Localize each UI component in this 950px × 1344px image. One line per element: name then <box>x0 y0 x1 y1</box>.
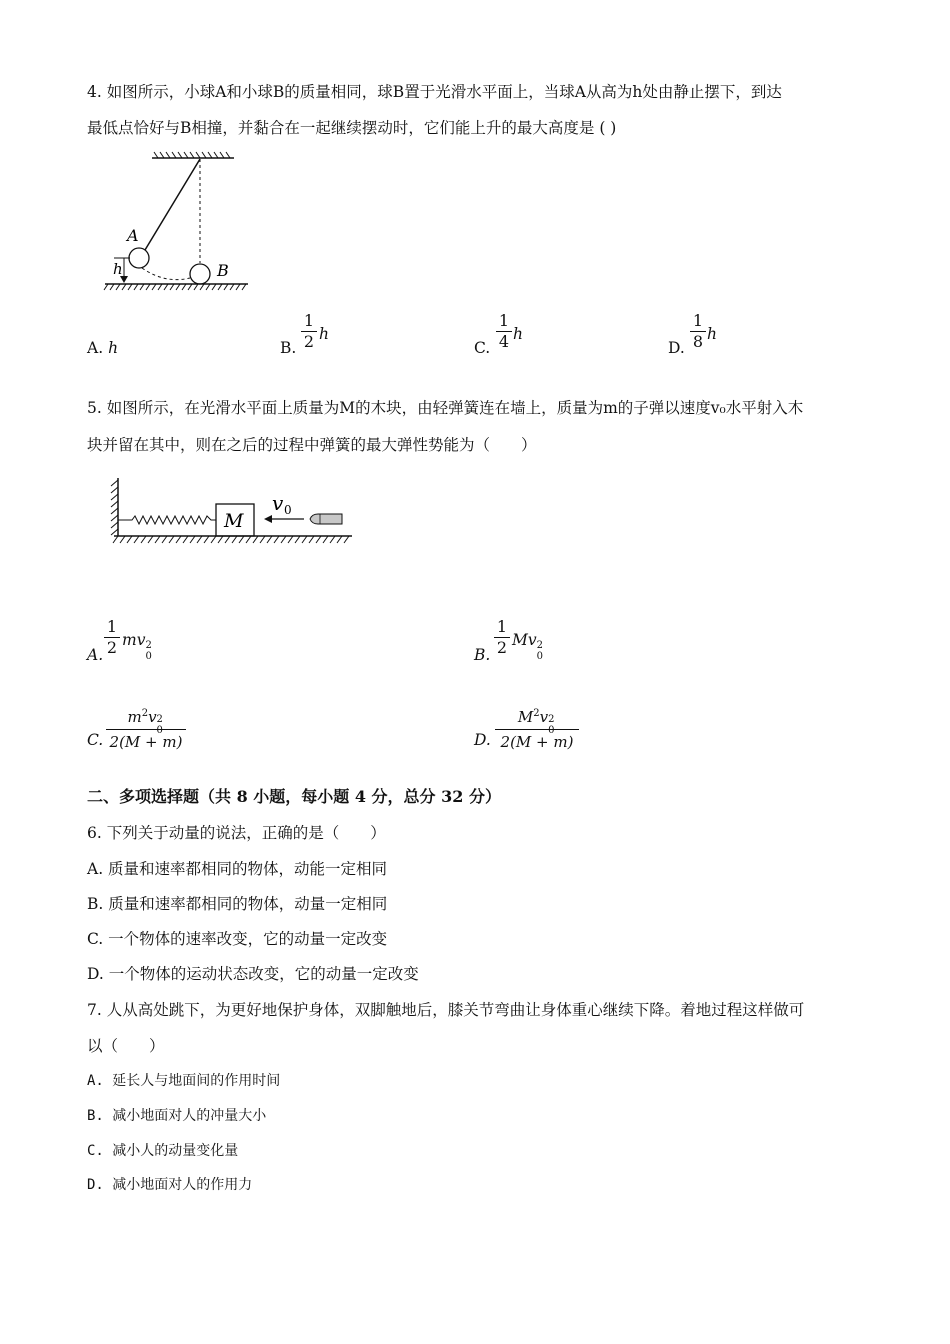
q4-option-b-var: h <box>319 325 329 343</box>
label-v-sub: 0 <box>284 503 292 517</box>
q4-option-d-fraction: 1 8 <box>690 312 706 351</box>
q4-option-c-fraction: 1 4 <box>496 312 512 351</box>
q4-option-b-prefix: B. <box>280 339 297 357</box>
q5-option-d-fraction: $M^2v$ 2 0 2(M + m) <box>495 704 579 752</box>
q5-option-b-expr: Mv 2 0 <box>512 631 544 662</box>
q7-stem-line1: 7. 人从高处跳下，为更好地保护身体，双脚触地后，膝关节弯曲让身体重心继续下降。着地过程这样做可 <box>87 1001 805 1019</box>
q7-option-a: A. 延长人与地面间的作用时间 <box>87 1073 281 1089</box>
q6-option-c: C. 一个物体的速率改变，它的动量一定改变 <box>87 930 388 948</box>
q4-stem-line2: 最低点恰好与B相撞，并黏合在一起继续摆动时，它们能上升的最大高度是 ( ) <box>87 119 617 137</box>
q7-stem-line2: 以（ ） <box>87 1037 165 1055</box>
q6-option-a: A. 质量和速率都相同的物体，动能一定相同 <box>87 860 388 878</box>
q4-option-c-prefix: C. <box>474 339 491 357</box>
label-a: A <box>127 226 139 245</box>
spring-block-figure <box>100 472 356 552</box>
q4-option-a: A. h <box>87 339 119 357</box>
q5-option-c-fraction: $m^2v$ 2 0 2(M + m) <box>106 704 186 752</box>
q4-stem-line1: 4. 如图所示，小球A和小球B的质量相同，球B置于光滑水平面上，当球A从高为h处由静止摆下，到达 <box>87 83 782 101</box>
section-heading-multiple-choice: 二、多项选择题（共 8 小题，每小题 4 分，总分 32 分） <box>87 787 501 806</box>
label-b: B <box>217 261 229 280</box>
q6-stem: 6. 下列关于动量的说法，正确的是（ ） <box>87 824 386 842</box>
q7-option-b: B. 减小地面对人的冲量大小 <box>87 1108 267 1124</box>
q4-option-d-prefix: D. <box>668 339 685 357</box>
q5-option-c-prefix: C. <box>87 731 104 749</box>
q7-option-c: C. 减小人的动量变化量 <box>87 1143 239 1159</box>
q5-stem-line2: 块并留在其中，则在之后的过程中弹簧的最大弹性势能为（ ） <box>87 436 537 454</box>
label-v: v <box>272 491 284 515</box>
q6-option-d: D. 一个物体的运动状态改变，它的动量一定改变 <box>87 965 419 983</box>
label-m: M <box>224 510 244 532</box>
q5-option-a-fraction: 1 2 <box>104 618 120 657</box>
q5-stem-line1: 5. 如图所示，在光滑水平面上质量为M的木块，由轻弹簧连在墙上，质量为m的子弹以速度v₀水平射入木 <box>87 399 804 417</box>
q6-option-b: B. 质量和速率都相同的物体，动量一定相同 <box>87 895 388 913</box>
q4-option-d-var: h <box>707 325 717 343</box>
q5-option-a-prefix: A. <box>87 646 104 664</box>
q7-option-d: D. 减小地面对人的作用力 <box>87 1177 253 1193</box>
q4-option-b-fraction: 1 2 <box>301 312 317 351</box>
q5-option-b-fraction: 1 2 <box>494 618 510 657</box>
label-h: h <box>113 260 123 278</box>
q5-option-a-expr: mv 2 0 <box>122 631 152 662</box>
q5-option-b-prefix: B. <box>474 646 491 664</box>
pendulum-figure <box>100 150 260 298</box>
q5-option-d-prefix: D. <box>474 731 491 749</box>
q4-option-c-var: h <box>513 325 523 343</box>
